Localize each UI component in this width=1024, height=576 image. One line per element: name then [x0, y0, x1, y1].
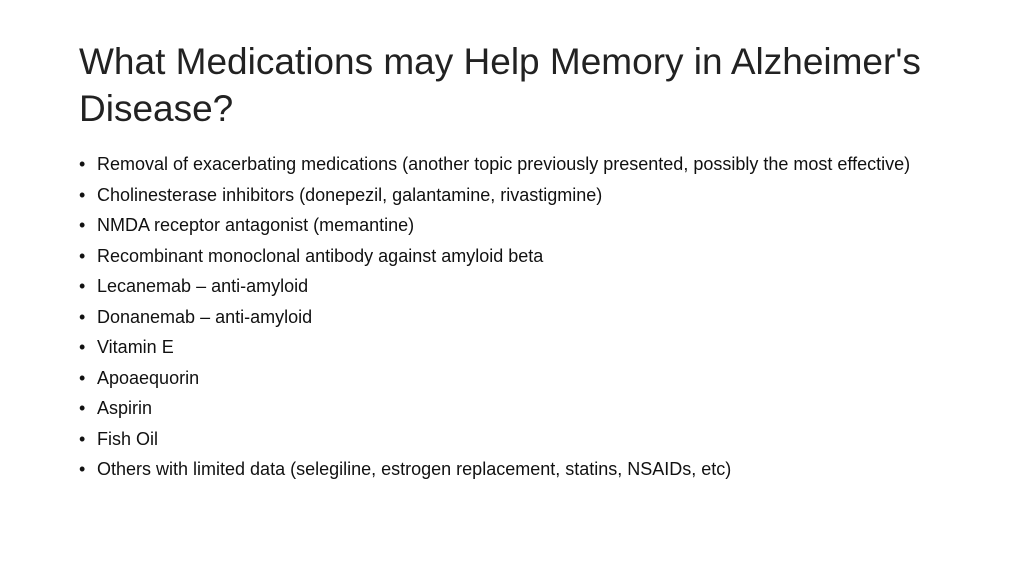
list-item-text: Cholinesterase inhibitors (donepezil, galantamine, rivastigmine) — [97, 184, 603, 205]
bullet-icon: • — [79, 184, 86, 205]
list-item — [79, 185, 959, 206]
slide-title: What Medications may Help Memory in Alzheimer's Disease? — [79, 41, 921, 129]
bullet-icon: • — [79, 306, 86, 327]
list-item-text: NMDA receptor antagonist (memantine) — [97, 215, 415, 235]
list-item-text: Others with limited data (selegiline, estrogen replacement, statins, NSAIDs, etc) — [97, 459, 732, 479]
bullet-icon: • — [79, 398, 86, 418]
bullet-icon: • — [79, 367, 86, 388]
list-item — [79, 337, 959, 358]
list-item-text: Fish Oil — [97, 428, 159, 449]
bullet-icon: • — [79, 215, 86, 235]
bullet-icon: • — [79, 428, 86, 449]
list-item-text: Removal of exacerbating medications (another topic previously presented, possibly the most effective) — [97, 154, 911, 174]
list-item-text: Lecanemab – anti-amyloid — [97, 276, 309, 296]
list-item-text: Apoaequorin — [97, 367, 200, 388]
bullet-icon: • — [79, 276, 86, 296]
list-item — [79, 398, 959, 419]
list-item — [79, 215, 959, 236]
bullet-icon: • — [79, 459, 86, 479]
list-item — [79, 307, 959, 328]
list-item — [79, 459, 959, 480]
list-item-text: Recombinant monoclonal antibody against amyloid beta — [97, 245, 544, 266]
list-item — [79, 246, 959, 267]
list-item — [79, 276, 959, 297]
list-item — [79, 368, 959, 389]
bullet-list — [79, 154, 959, 490]
list-item — [79, 429, 959, 450]
bullet-icon: • — [79, 245, 86, 266]
bullet-icon: • — [79, 337, 86, 357]
list-item-text: Aspirin — [97, 398, 153, 418]
list-item-text: Vitamin E — [97, 337, 174, 357]
list-item — [79, 154, 959, 175]
bullet-icon: • — [79, 154, 86, 174]
list-item-text: Donanemab – anti-amyloid — [97, 306, 313, 327]
